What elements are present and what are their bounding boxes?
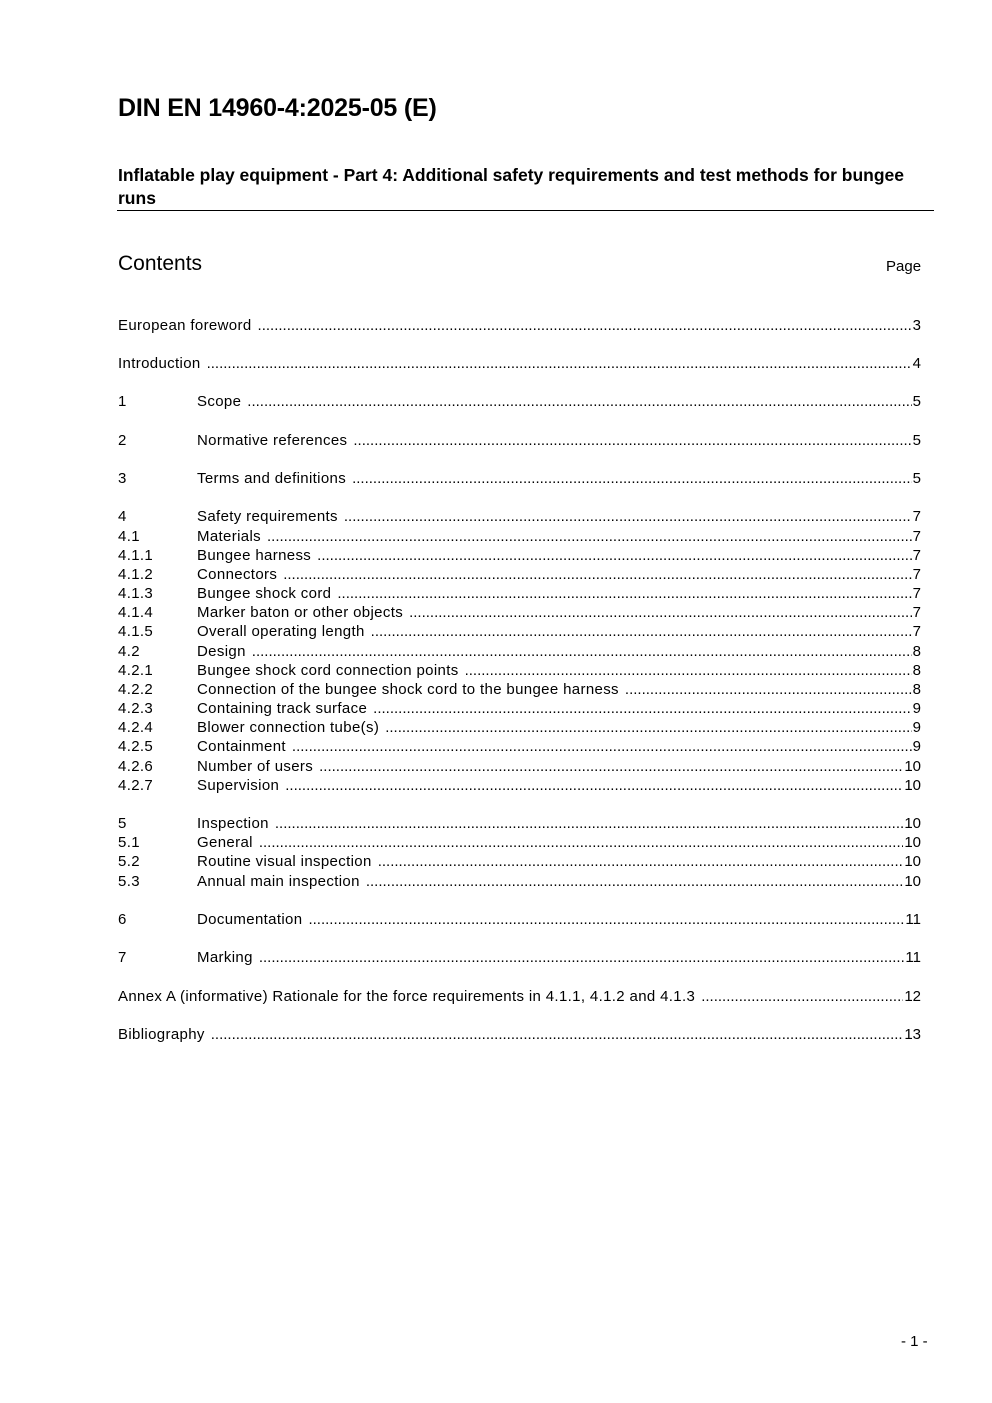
toc-entry-title: Bibliography (118, 1026, 205, 1043)
toc-dot-leader (292, 737, 912, 756)
page-column-heading: Page (886, 258, 922, 275)
toc-dot-leader (283, 565, 911, 584)
toc-entry-number: 4.2.7 (118, 777, 154, 794)
toc-dot-leader (344, 507, 912, 526)
toc-entry-title: Bungee harness (197, 547, 312, 564)
toc-entry[interactable] (118, 603, 921, 622)
toc-entry-number: 1 (118, 393, 127, 410)
toc-entry-number: 3 (118, 470, 127, 487)
toc-entry-page: 7 (912, 623, 921, 640)
toc-entry[interactable] (118, 546, 921, 565)
toc-entry[interactable] (118, 316, 921, 335)
toc-dot-leader (319, 757, 903, 776)
toc-entry-title: Overall operating length (197, 623, 365, 640)
toc-entry-number: 4.1.1 (118, 547, 154, 564)
toc-entry-page: 4 (912, 355, 921, 372)
toc-dot-leader (337, 584, 911, 603)
toc-dot-leader (247, 392, 911, 411)
toc-entry-title: Introduction (118, 355, 201, 372)
toc-entry-page: 10 (904, 758, 921, 775)
toc-dot-leader (317, 546, 912, 565)
toc-entry[interactable] (118, 680, 921, 699)
toc-entry[interactable] (118, 699, 921, 718)
toc-entry-title: Containment (197, 738, 286, 755)
toc-entry-page: 9 (912, 738, 921, 755)
toc-entry-title: Connectors (197, 566, 278, 583)
toc-entry-page: 8 (912, 681, 921, 698)
toc-entry-page: 13 (904, 1026, 921, 1043)
toc-dot-leader (373, 699, 912, 718)
toc-dot-leader (252, 642, 912, 661)
toc-entry-page: 10 (904, 815, 921, 832)
toc-entry[interactable] (118, 852, 921, 871)
toc-entry-number: 4.2.4 (118, 719, 154, 736)
toc-dot-leader (465, 661, 912, 680)
toc-dot-leader (258, 316, 912, 335)
toc-dot-leader (701, 987, 903, 1006)
toc-entry[interactable] (118, 987, 921, 1006)
toc-entry[interactable] (118, 469, 921, 488)
toc-entry-page: 9 (912, 700, 921, 717)
toc-dot-leader (259, 948, 905, 967)
toc-entry-title: Connection of the bungee shock cord to the bungee harness (197, 681, 619, 698)
toc-entry-page: 11 (905, 949, 921, 966)
toc-entry-number: 4.2.2 (118, 681, 154, 698)
toc-entry-number: 4.1.4 (118, 604, 154, 621)
toc-entry[interactable] (118, 354, 921, 373)
toc-dot-leader (308, 910, 904, 929)
toc-dot-leader (211, 1025, 904, 1044)
toc-entry[interactable] (118, 872, 921, 891)
toc-entry-title: Supervision (197, 777, 280, 794)
toc-entry-title: Bungee shock cord connection points (197, 662, 459, 679)
title-divider (117, 210, 934, 211)
document-subtitle: Inflatable play equipment - Part 4: Additional safety requirements and test methods for bungee runs (118, 165, 905, 208)
toc-entry-page: 10 (904, 777, 921, 794)
toc-entry-number: 4.1 (118, 528, 140, 545)
toc-dot-leader (385, 718, 911, 737)
toc-entry-page: 7 (912, 508, 921, 525)
toc-entry-number: 4.2.3 (118, 700, 154, 717)
toc-dot-leader (353, 431, 911, 450)
toc-dot-leader (371, 622, 912, 641)
toc-entry[interactable] (118, 392, 921, 411)
toc-entry[interactable] (118, 661, 921, 680)
toc-entry-title: Annual main inspection (197, 873, 360, 890)
toc-entry-page: 5 (912, 393, 921, 410)
toc-entry-page: 11 (905, 911, 921, 928)
toc-entry[interactable] (118, 584, 921, 603)
toc-entry[interactable] (118, 948, 921, 967)
toc-entry-page: 5 (912, 432, 921, 449)
toc-dot-leader (625, 680, 912, 699)
toc-entry-page: 7 (912, 547, 921, 564)
toc-dot-leader (267, 527, 912, 546)
toc-entry-page: 7 (912, 528, 921, 545)
toc-entry-title: Terms and definitions (197, 470, 347, 487)
toc-entry-title: Annex A (informative) Rationale for the force requirements in 4.1.1, 4.1.2 and 4.1.3 (118, 988, 696, 1005)
toc-entry-page: 8 (912, 662, 921, 679)
toc-entry-number: 4.1.3 (118, 585, 154, 602)
toc-entry-title: Number of users (197, 758, 314, 775)
toc-entry-title: Safety requirements (197, 508, 338, 525)
toc-entry[interactable] (118, 527, 921, 546)
toc-dot-leader (207, 354, 912, 373)
toc-entry[interactable] (118, 642, 921, 661)
toc-entry-title: Containing track surface (197, 700, 368, 717)
toc-entry[interactable] (118, 910, 921, 929)
toc-entry-title: General (197, 834, 253, 851)
toc-entry-title: European foreword (118, 317, 252, 334)
toc-entry-page: 8 (912, 643, 921, 660)
toc-entry-number: 4.2.5 (118, 738, 154, 755)
toc-entry-number: 2 (118, 432, 127, 449)
toc-dot-leader (366, 872, 904, 891)
toc-entry-title: Marker baton or other objects (197, 604, 404, 621)
toc-dot-leader (275, 814, 903, 833)
toc-entry[interactable] (118, 431, 921, 450)
toc-entry-number: 5.1 (118, 834, 140, 851)
contents-heading: Contents (118, 252, 203, 275)
toc-entry-title: Scope (197, 393, 242, 410)
toc-dot-leader (352, 469, 912, 488)
toc-entry[interactable] (118, 757, 921, 776)
toc-entry-number: 4.2 (118, 643, 140, 660)
toc-entry-number: 4.1.5 (118, 623, 154, 640)
toc-entry-number: 4.2.1 (118, 662, 154, 679)
toc-entry[interactable] (118, 814, 921, 833)
toc-entry-page: 9 (912, 719, 921, 736)
toc-entry-title: Materials (197, 528, 261, 545)
toc-entry-page: 12 (904, 988, 921, 1005)
toc-entry-page: 7 (912, 566, 921, 583)
toc-entry[interactable] (118, 1025, 921, 1044)
toc-entry[interactable] (118, 565, 921, 584)
toc-dot-leader (285, 776, 903, 795)
toc-entry-title: Documentation (197, 911, 303, 928)
toc-entry[interactable] (118, 833, 921, 852)
toc-entry-number: 5 (118, 815, 127, 832)
toc-entry-number: 6 (118, 911, 127, 928)
toc-entry-title: Inspection (197, 815, 269, 832)
toc-entry-title: Blower connection tube(s) (197, 719, 380, 736)
toc-entry-number: 7 (118, 949, 127, 966)
toc-entry-page: 10 (904, 834, 921, 851)
toc-entry-page: 3 (912, 317, 921, 334)
document-title: DIN EN 14960-4:2025-05 (E) (118, 94, 437, 122)
toc-entry-title: Bungee shock cord (197, 585, 332, 602)
toc-entry-page: 10 (904, 873, 921, 890)
toc-entry-number: 4 (118, 508, 127, 525)
toc-entry-title: Marking (197, 949, 253, 966)
toc-entry-title: Design (197, 643, 246, 660)
toc-entry-number: 5.2 (118, 853, 140, 870)
toc-entry[interactable] (118, 718, 921, 737)
toc-entry-title: Normative references (197, 432, 348, 449)
toc-dot-leader (378, 852, 904, 871)
toc-dot-leader (409, 603, 912, 622)
toc-dot-leader (259, 833, 903, 852)
toc-entry[interactable] (118, 622, 921, 641)
toc-entry-number: 4.2.6 (118, 758, 154, 775)
toc-entry-page: 7 (912, 585, 921, 602)
toc-entry-page: 7 (912, 604, 921, 621)
toc-entry-number: 4.1.2 (118, 566, 154, 583)
toc-entry[interactable] (118, 737, 921, 756)
toc-entry-number: 5.3 (118, 873, 140, 890)
toc-entry-title: Routine visual inspection (197, 853, 372, 870)
toc-entry-page: 5 (912, 470, 921, 487)
toc-entry[interactable] (118, 776, 921, 795)
toc-entry[interactable] (118, 507, 921, 526)
footer-page-number: - 1 - (901, 1333, 928, 1350)
toc-entry-page: 10 (904, 853, 921, 870)
